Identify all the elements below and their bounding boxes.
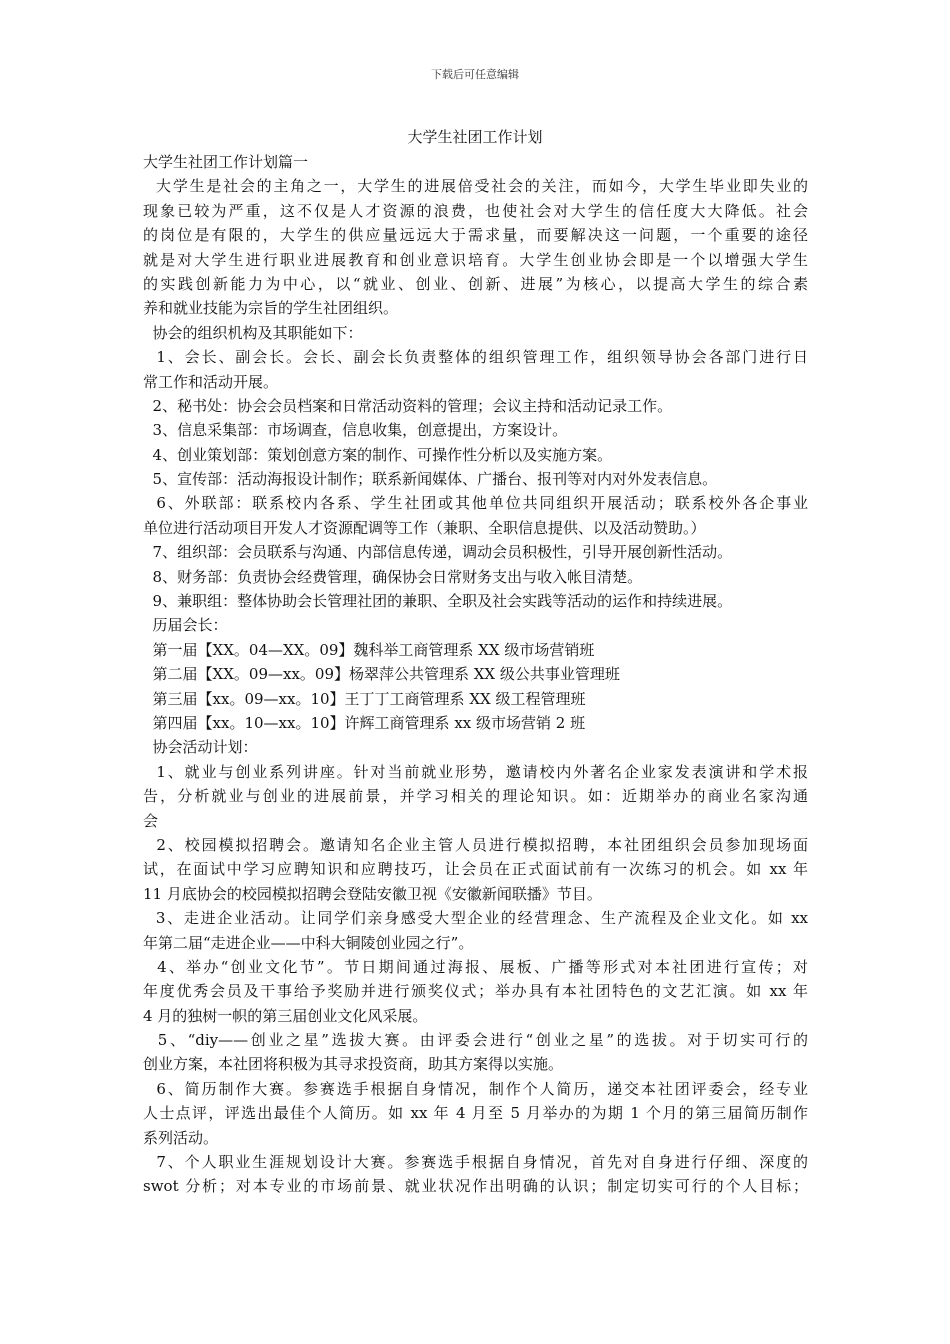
document-body xyxy=(143,150,808,1199)
text-line: 第四届【xx。10—xx。10】许辉工商管理系 xx 级市场营销 2 班 xyxy=(143,713,586,732)
text-line: 单位进行活动项目开发人才资源配调等工作（兼职、全职信息提供、以及活动赞助。） xyxy=(143,518,706,537)
text-line: 养和就业技能为宗旨的学生社团组织。 xyxy=(143,299,399,318)
text-line: 历届会长： xyxy=(143,616,228,635)
text-line: 系列活动。 xyxy=(143,1128,219,1147)
text-line: 2、秘书处：协会会员档案和日常活动资料的管理；会议主持和活动记录工作。 xyxy=(143,396,673,415)
text-line: 4、举办“创业文化节”。节日期间通过海报、展板、广播等形式对本社团进行宣传；对 xyxy=(143,957,808,976)
text-line: 常工作和活动开展。 xyxy=(143,372,279,391)
text-line: 现象已较为严重，这不仅是人才资源的浪费，也使社会对大学生的信任度大大降低。社会 xyxy=(143,201,808,220)
text-line: 3、信息采集部：市场调查，信息收集，创意提出，方案设计。 xyxy=(143,421,568,440)
text-line: 第二届【XX。09—xx。09】杨翠萍公共管理系 XX 级公共事业管理班 xyxy=(143,665,620,684)
text-line: 的岗位是有限的，大学生的供应量远远大于需求量，而要解决这一问题，一个重要的途径 xyxy=(143,226,808,245)
text-line: 告，分析就业与创业的进展前景，并学习相关的理论知识。如：近期举办的商业名家沟通 xyxy=(143,787,808,806)
text-line: 大学生社团工作计划篇一 xyxy=(143,153,309,171)
text-line: 人士点评，评选出最佳个人简历。如 xx 年 4 月至 5 月举办的为期 1 个月的第三届简历制作 xyxy=(143,1104,808,1123)
text-line: swot 分析；对本专业的市场前景、就业状况作出明确的认识；制定切实可行的个人目标； xyxy=(143,1177,808,1196)
text-line: 大学生是社会的主角之一，大学生的进展倍受社会的关注，而如今，大学生毕业即失业的 xyxy=(143,177,808,196)
document-title: 大学生社团工作计划 xyxy=(407,128,543,146)
text-line: 6、简历制作大赛。参赛选手根据自身情况，制作个人简历，递交本社团评委会，经专业 xyxy=(143,1079,808,1098)
text-line: 会 xyxy=(143,811,159,830)
text-line: 就是对大学生进行职业进展教育和创业意识培育。大学生创业协会即是一个以增强大学生 xyxy=(143,250,808,269)
text-line: 年度优秀会员及干事给予奖励并进行颁奖仪式；举办具有本社团特色的文艺汇演。如 xx 年 xyxy=(143,982,808,1001)
text-line: 协会的组织机构及其职能如下： xyxy=(143,323,363,342)
text-line: 7、个人职业生涯规划设计大赛。参赛选手根据自身情况，首先对自身进行仔细、深度的 xyxy=(143,1153,808,1172)
header-note: 下载后可任意编辑 xyxy=(431,68,519,81)
text-line: 6、外联部：联系校内各系、学生社团或其他单位共同组织开展活动；联系校外各企事业 xyxy=(143,494,808,513)
text-line: 1、会长、副会长。会长、副会长负责整体的组织管理工作，组织领导协会各部门进行日 xyxy=(143,348,808,367)
text-line: 4、创业策划部：策划创意方案的制作、可操作性分析以及实施方案。 xyxy=(143,445,613,464)
text-line: 第三届【xx。09—xx。10】王丁丁工商管理系 XX 级工程管理班 xyxy=(143,689,586,708)
text-line: 11 月底协会的校园模拟招聘会登陆安徽卫视《安徽新闻联播》节目。 xyxy=(143,884,602,903)
text-line: 5、宣传部：活动海报设计制作；联系新闻媒体、广播台、报刊等对内对外发表信息。 xyxy=(143,470,718,489)
text-line: 第一届【XX。04—XX。09】魏科举工商管理系 XX 级市场营销班 xyxy=(143,640,595,659)
text-line: 2、校园模拟招聘会。邀请知名企业主管人员进行模拟招聘，本社团组织会员参加现场面 xyxy=(143,835,808,854)
text-line: 1、就业与创业系列讲座。针对当前就业形势，邀请校内外著名企业家发表演讲和学术报 xyxy=(143,762,808,781)
text-line: 4 月的独树一帜的第三届创业文化风采展。 xyxy=(143,1006,428,1025)
text-line: 的实践创新能力为中心，以“就业、创业、创新、进展”为核心，以提高大学生的综合素 xyxy=(143,274,808,293)
text-line: 3、走进企业活动。让同学们亲身感受大型企业的经营理念、生产流程及企业文化。如 xx xyxy=(143,909,808,928)
text-line: 5、“diy——创业之星”选拔大赛。由评委会进行“创业之星”的选拔。对于切实可行的 xyxy=(143,1031,808,1050)
text-line: 7、组织部：会员联系与沟通、内部信息传递，调动会员积极性，引导开展创新性活动。 xyxy=(143,543,733,562)
text-line: 8、财务部：负责协会经费管理，确保协会日常财务支出与收入帐目清楚。 xyxy=(143,567,643,586)
text-line: 协会活动计划： xyxy=(143,738,258,757)
text-line: 试，在面试中学习应聘知识和应聘技巧，让会员在正式面试前有一次练习的机会。如 xx 年 xyxy=(143,860,808,879)
text-line: 9、兼职组：整体协助会长管理社团的兼职、全职及社会实践等活动的运作和持续进展。 xyxy=(143,592,733,611)
text-line: 创业方案，本社团将积极为其寻求投资商，助其方案得以实施。 xyxy=(143,1055,564,1074)
text-line: 年第二届“走进企业——中科大铜陵创业园之行”。 xyxy=(143,933,474,952)
